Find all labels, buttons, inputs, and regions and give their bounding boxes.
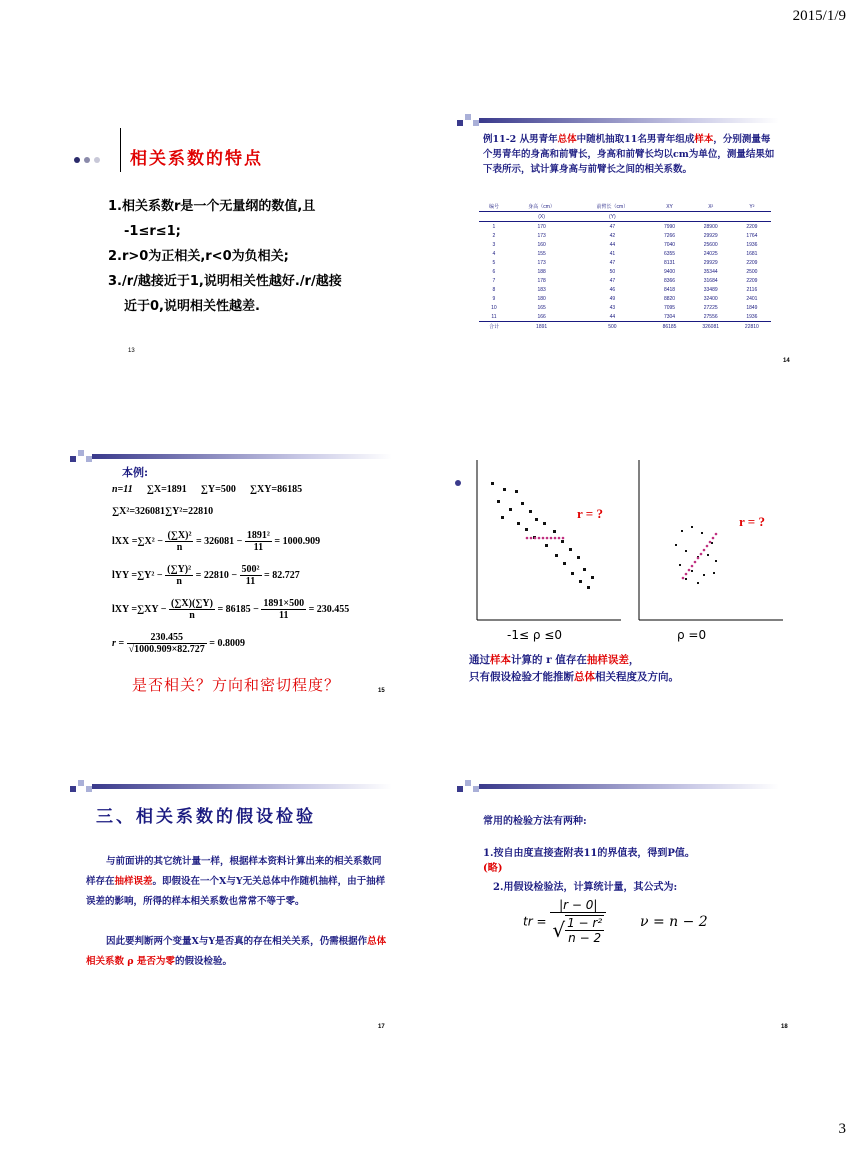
fraction-num: (∑X)(∑Y) [170, 598, 213, 609]
table-cell: 10 [491, 304, 497, 311]
table-cell: 1936 [746, 241, 758, 248]
table-cell: 合计 [488, 324, 499, 330]
text: 只有假设检验才能推断 [469, 671, 574, 683]
table-cell: 7266 [663, 232, 676, 239]
bullet-dots [74, 148, 100, 167]
table-cell: 178 [537, 277, 546, 284]
table-subheader: (Y) [609, 213, 616, 220]
list-item: 1.相关系数r是一个无量纲的数值,且 [108, 199, 316, 214]
table-cell: 166 [537, 313, 546, 320]
formula-term: r = [112, 637, 125, 649]
table-subheader [479, 212, 509, 222]
table-cell: 1936 [746, 313, 758, 320]
table-subheader-row [479, 212, 771, 222]
highlight-point [715, 533, 718, 536]
table-cell: 1891 [536, 323, 548, 330]
bullet-dot [455, 480, 461, 486]
lyy-formula [112, 564, 300, 587]
paragraph [86, 852, 390, 912]
intro-text: 中随机抽取11名男青年组成 [576, 134, 695, 145]
example-label: 本例: [122, 466, 149, 479]
slide-number: 15 [378, 688, 385, 694]
table-cell: 29929 [703, 232, 718, 239]
table-header: 前臂长（cm） [596, 204, 629, 210]
formula-term: = 230.455 [308, 603, 350, 615]
scatter-point [521, 502, 524, 505]
formula-term: ν = n − 2 [639, 913, 708, 930]
fraction-num: 1891×500 [263, 598, 305, 609]
table-cell: 2209 [746, 223, 758, 230]
table-cell: 183 [537, 286, 546, 293]
table-cell: 3 [492, 241, 496, 248]
table-cell: 326081 [702, 323, 720, 330]
fraction-den: 11 [253, 542, 264, 553]
text: 计算的 r 值存在 [511, 654, 587, 666]
highlight: 总体相关系数 ρ 是否为零 [86, 936, 387, 967]
highlight-point [546, 537, 549, 540]
fraction-num: 1891² [246, 530, 270, 541]
text: 因此要判断两个变量X与Y是否真的存在相关关系，仍需根据作 [106, 936, 368, 947]
method-text: 1.按自由度直接查附表11的界值表，得到P值。 [483, 848, 695, 859]
table-cell: 1681 [746, 250, 758, 257]
table-cell: 50 [609, 268, 616, 275]
highlight: 抽样误差 [114, 876, 153, 887]
scatter-point [545, 544, 548, 547]
scatter-point [691, 526, 693, 528]
table-cell: 8131 [663, 259, 676, 266]
highlight: 总体 [574, 671, 595, 683]
deco-square [457, 786, 463, 792]
intro-highlight: 样本 [694, 134, 714, 145]
fraction-den: n [189, 610, 195, 621]
table-cell: 160 [537, 241, 546, 248]
formula-term: = 22810 − [195, 569, 238, 581]
table-cell: 1 [492, 223, 496, 230]
table-cell: 8820 [663, 295, 676, 302]
fraction-den: n − 2 [568, 931, 602, 945]
fraction-num: 500² [241, 564, 260, 575]
explanation [469, 652, 679, 686]
r-formula [112, 632, 245, 655]
sums-line-2 [112, 506, 213, 517]
intro-text: ，分别测量每个男青年的身高和前臂长，身高和前臂长均以cm为单位，测量结果如下表所示，试计算身高与前臂长之间的相关系数。 [483, 134, 775, 175]
formula-term: ∑XY=86185 [249, 484, 303, 495]
table-cell: 42 [609, 232, 616, 239]
table-cell: 47 [609, 259, 616, 266]
table-cell: 11 [491, 313, 497, 320]
formula-term: lYY =∑Y² − [112, 569, 163, 581]
formula-term: ∑X=1891 [146, 484, 187, 495]
fraction-den [550, 913, 606, 945]
method-1 [483, 846, 695, 876]
scatter-point [685, 550, 687, 552]
rho-zero-caption: ρ =0 [677, 628, 707, 642]
table-subheader: (X) [538, 213, 545, 220]
table-cell: 41 [609, 250, 616, 257]
scatter-point [525, 528, 528, 531]
table-cell: 24025 [703, 250, 718, 257]
highlight-point [542, 537, 545, 540]
table-header: X² [708, 203, 714, 210]
scatter-point [503, 488, 506, 491]
fraction-den: √1000.909×82.727 [128, 644, 205, 655]
table-cell: 33489 [703, 286, 718, 293]
highlight-point [550, 537, 553, 540]
fraction [127, 632, 207, 655]
dot-icon [84, 157, 90, 163]
highlight-point [530, 537, 533, 540]
deco-square [70, 456, 76, 462]
table-cell: 2209 [746, 277, 758, 284]
scatter-point [563, 562, 566, 565]
deco-square [465, 114, 471, 120]
table-cell: 7304 [663, 313, 676, 320]
header-bar [92, 784, 392, 789]
rho-range-caption: -1≤ ρ ≤0 [507, 628, 562, 642]
scatter-point [591, 576, 594, 579]
table-cell: 180 [537, 295, 546, 302]
table-header: 编号 [488, 204, 499, 210]
highlight-point [694, 561, 697, 564]
scatter-point [491, 482, 494, 485]
table-cell: 7040 [663, 241, 676, 248]
highlight-point [703, 549, 706, 552]
table-row [479, 267, 771, 276]
highlight-point [700, 553, 703, 556]
lxx-formula [112, 530, 320, 553]
fraction [550, 898, 606, 945]
formula-term: ∑X²=326081 [112, 506, 166, 517]
intro-text: 常用的检验方法有两种: [483, 816, 587, 827]
scatter-point [713, 572, 715, 574]
formula-term: n=11 [112, 484, 133, 495]
scatter-point [569, 548, 572, 551]
table-cell: 44 [609, 241, 616, 248]
intro-highlight: 总体 [557, 134, 577, 145]
fraction-num: 230.455 [127, 632, 207, 644]
scatter-point [535, 518, 538, 521]
deco-square [70, 786, 76, 792]
table-cell: 27225 [703, 304, 718, 311]
explanation-line [469, 652, 679, 669]
sums-line-1 [112, 484, 302, 495]
fraction-num: |r − 0| [550, 898, 606, 913]
scatter-point [701, 532, 703, 534]
table-cell: 44 [609, 313, 616, 320]
fraction [165, 564, 193, 587]
table-header: 身高（cm） [528, 204, 555, 210]
table-cell: 1764 [746, 232, 758, 239]
scatter-point [555, 554, 558, 557]
scatter-point [577, 556, 580, 559]
highlight: 样本 [490, 654, 511, 666]
highlight-point [688, 569, 691, 572]
table-cell: 2401 [746, 295, 758, 302]
scatter-point [685, 578, 687, 580]
highlight-point [685, 573, 688, 576]
table-row [479, 294, 771, 303]
highlight-point [558, 537, 561, 540]
list-item: 3./r/越接近于1,说明相关性越好./r/越接 [108, 274, 342, 289]
scatter-point [679, 564, 681, 566]
text: 通过 [469, 654, 490, 666]
deco-square [78, 450, 84, 456]
highlight-point [526, 537, 529, 540]
scatter-point [543, 522, 546, 525]
slide-16 [455, 446, 855, 716]
table-row [479, 222, 771, 232]
r-question-2: r = ? [739, 514, 765, 529]
slide-13 [62, 108, 462, 378]
table-cell: 9 [492, 295, 496, 302]
table-cell: 1849 [746, 304, 758, 311]
slide-17 [62, 776, 462, 1046]
header-bar [92, 454, 392, 459]
table-cell: 6 [492, 268, 496, 275]
formula-term: tr = [523, 914, 547, 929]
dot-icon [94, 157, 100, 163]
text: 相关程度及方向。 [595, 671, 679, 683]
table-cell: 500 [608, 323, 617, 330]
method-2: 2.用假设检验法，计算统计量，其公式为: [493, 882, 678, 893]
table-cell: 8 [492, 286, 496, 293]
paragraph [86, 932, 390, 972]
slide-number: 18 [781, 1024, 788, 1030]
scatter-zero [675, 526, 717, 584]
table-cell: 188 [537, 268, 546, 275]
table-cell: 25600 [703, 241, 718, 248]
table-row [479, 258, 771, 267]
header-bar [479, 118, 779, 123]
table-cell: 170 [537, 223, 546, 230]
sqrt-icon: √ [552, 918, 566, 942]
table-header: Y² [749, 203, 755, 210]
table-cell: 32400 [703, 295, 718, 302]
fraction-den: 11 [279, 610, 289, 621]
table-cell: 8418 [663, 286, 676, 293]
header-bar [479, 784, 779, 789]
highlight-point [538, 537, 541, 540]
table-cell: 2116 [746, 286, 758, 293]
slide-title: 相关系数的特点 [130, 149, 263, 169]
fraction [240, 564, 262, 587]
table-row [479, 285, 771, 294]
table-cell: 28900 [703, 223, 718, 230]
highlight-point [697, 557, 700, 560]
fraction [169, 598, 215, 621]
scatter-point [553, 530, 556, 533]
table-cell: 2500 [746, 268, 758, 275]
scatter-point [571, 572, 574, 575]
fraction [261, 598, 306, 621]
highlight-point [706, 545, 709, 548]
scatter-point [515, 490, 518, 493]
scatter-point [501, 516, 504, 519]
page-date: 2015/1/9 [792, 8, 846, 24]
slide-number: 17 [378, 1024, 385, 1030]
formula-term: lXX =∑X² − [112, 535, 163, 547]
scatter-point [529, 510, 532, 513]
slide-number: 13 [128, 348, 135, 354]
table-cell: 8366 [663, 277, 676, 284]
scatter-point [711, 542, 713, 544]
scatter-point [681, 530, 683, 532]
table-cell: 31684 [703, 277, 718, 284]
table-cell: 47 [609, 223, 616, 230]
table-cell: 173 [537, 259, 546, 266]
scatter-point [703, 574, 705, 576]
deco-square [78, 780, 84, 786]
scatter-point [561, 540, 564, 543]
formula-term: = 0.8009 [209, 637, 245, 649]
scatter-point [675, 544, 677, 546]
highlight-point [534, 537, 537, 540]
scatter-point [715, 560, 717, 562]
text: 。即假设在一个X与Y无关总体中作随机抽样，由于抽样误差的影响，所得的样本相关系数也常常不等于零。 [86, 876, 386, 907]
slide-15 [62, 446, 462, 716]
table-header: XY [666, 203, 673, 210]
highlight-point [554, 537, 557, 540]
table-cell: 2 [492, 232, 496, 239]
scatter-negative [491, 482, 594, 589]
list-item: 近于0,说明相关性越差. [124, 299, 260, 314]
table-cell: 27556 [703, 313, 718, 320]
deco-square [465, 780, 471, 786]
table-cell: 46 [609, 286, 616, 293]
highlight-point [682, 577, 685, 580]
deco-square [457, 120, 463, 126]
fraction [245, 530, 272, 553]
table-row [479, 231, 771, 240]
table-cell: 22810 [744, 323, 759, 330]
formula-term: ∑Y²=22810 [165, 506, 214, 517]
text: 的假设检验。 [174, 956, 232, 967]
fraction-num: 1 − r² [567, 916, 603, 930]
highlight-point [691, 565, 694, 568]
highlight-point [712, 537, 715, 540]
question-text: 是否相关？方向和密切程度？ [132, 676, 341, 694]
slide-title: 三、相关系数的假设检验 [96, 807, 316, 827]
table-cell: 155 [537, 250, 546, 257]
table-cell: 29929 [703, 259, 718, 266]
lxy-formula [112, 598, 349, 621]
formula-term: lXY =∑XY − [112, 603, 167, 615]
table-cell: 2209 [746, 259, 758, 266]
slide-18 [455, 776, 855, 1046]
table-row [479, 249, 771, 258]
fraction-num: (∑X)² [167, 530, 192, 541]
table-cell: 35344 [703, 268, 718, 275]
measurement-table [479, 202, 771, 331]
table-cell: 86185 [662, 323, 677, 330]
fraction-den: 11 [245, 576, 256, 587]
table-cell: 9400 [663, 268, 676, 275]
scatter-point [691, 570, 693, 572]
dot-icon [74, 157, 80, 163]
r-question-1: r = ? [577, 506, 603, 521]
example-intro [483, 132, 775, 177]
slide-number: 14 [783, 358, 790, 364]
table-cell: 43 [609, 304, 616, 311]
table-row [479, 276, 771, 285]
formula-term: = 82.727 [264, 569, 300, 581]
table-cell: 165 [537, 304, 546, 311]
highlight-point [562, 537, 565, 540]
scatter-point [509, 508, 512, 511]
scatter-point [497, 500, 500, 503]
sqrt-fraction [565, 915, 604, 945]
table-header-row [479, 202, 771, 212]
highlight-point [709, 541, 712, 544]
table-cell: 173 [537, 232, 546, 239]
list-item: 2.r>0为正相关,r<0为负相关; [108, 249, 289, 264]
feature-list [108, 194, 342, 319]
table-cell: 6355 [663, 250, 676, 257]
formula-term: = 326081 − [195, 535, 243, 547]
table-subheader [689, 212, 733, 222]
fraction-num: (∑Y)² [167, 564, 192, 575]
table-row [479, 240, 771, 249]
table-cell: 7095 [663, 304, 676, 311]
formula-term: = 86185 − [217, 603, 259, 615]
table-total-row [479, 322, 771, 332]
table-subheader [733, 212, 771, 222]
title-divider [120, 128, 121, 172]
page-number: 3 [838, 1121, 846, 1137]
table-row [479, 303, 771, 312]
table-cell: 7990 [663, 223, 676, 230]
list-item: -1≤r≤1; [124, 224, 181, 239]
method-note: (略) [483, 863, 503, 874]
table-subheader [650, 212, 688, 222]
table-cell: 4 [492, 250, 496, 257]
text: ， [628, 654, 640, 666]
highlight: 抽样误差 [586, 654, 629, 666]
table-row [479, 312, 771, 322]
explanation-line [469, 669, 679, 686]
scatter-point [697, 582, 699, 584]
table-cell: 49 [609, 295, 616, 302]
fraction-den: n [176, 576, 182, 587]
formula-term: ∑Y=500 [200, 484, 236, 495]
scatter-point [517, 522, 520, 525]
scatter-point [707, 554, 709, 556]
scatter-point [587, 586, 590, 589]
t-formula [523, 898, 708, 945]
text: 与前面讲的其它统计量一样，根据样本资料计算出来的相关系数同样存在 [86, 856, 382, 887]
fraction-den: n [176, 542, 183, 553]
fraction [165, 530, 193, 553]
table-cell: 7 [492, 277, 496, 284]
table-cell: 5 [492, 259, 496, 266]
scatter-figures [471, 460, 791, 650]
scatter-point [579, 580, 582, 583]
intro-text: 例11-2 从男青年 [483, 134, 558, 145]
slide-14 [455, 110, 855, 380]
scatter-point [583, 568, 586, 571]
formula-term: = 1000.909 [274, 535, 321, 547]
table-cell: 47 [609, 277, 616, 284]
